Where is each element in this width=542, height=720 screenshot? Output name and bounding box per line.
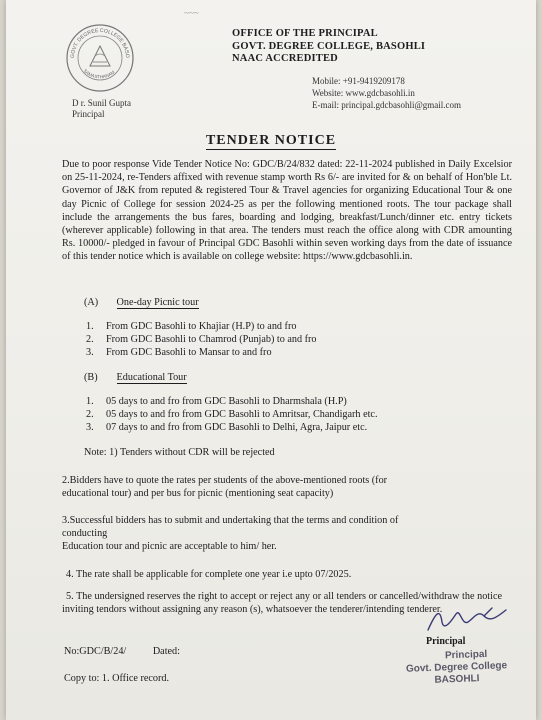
section-a-list	[86, 320, 536, 360]
point-4: 4. The rate shall be applicable for complete one year i.e upto 07/2025.	[66, 569, 352, 580]
reference-line	[64, 645, 514, 658]
accreditation: NAAC ACCREDITED	[232, 53, 338, 64]
seal-ring-text: GOVT. DEGREE COLLEGE BASO	[69, 27, 131, 59]
section-b-heading	[84, 371, 534, 384]
point-2: 2.Bidders have to quote the rates per students of the above-mentioned roots (for educational tour) and per bus for picnic (mentioning seat capacity)	[62, 475, 388, 500]
contact-mobile: Mobile: +91-9419209178	[312, 76, 405, 86]
section-a-heading	[84, 296, 534, 309]
principal-block	[72, 98, 131, 120]
reference-number: No:GDC/B/24/	[64, 646, 127, 657]
contact-email: E-mail: principal.gdcbasohli@gmail.com	[312, 100, 462, 110]
letterhead	[232, 28, 425, 66]
list-item: 2. From GDC Basohli to Chamrod (Punjab) to and fro	[86, 334, 317, 346]
signature-label: Principal	[426, 636, 466, 647]
list-item: 2. 05 days to and fro from GDC Basohli to Amritsar, Chandigarh etc.	[86, 409, 378, 421]
point-3: 3.Successful bidders has to submit and undertaking that the terms and condition of conducting Education tour and picnic are acceptable to him/ her.	[62, 515, 399, 553]
note-line: Note: 1) Tenders without CDR will be rejected	[84, 447, 275, 458]
intro-paragraph: Due to poor response Vide Tender Notice No: GDC/B/24/832 dated: 22-11-2024 published in Daily Excelsior on 25-11-2024, re-Tenders affixed with revenue stamp worth Rs 6/- are invited for & on behalf of Hon'ble Lt. Governor of J&K from reputed & registered Tour & Travel agencies for organizing Educational Tour & one day Picnic of College for session 2024-25 as per the following mentioned roots. The tour package shall include the arrangements the bus fares, boarding and lodging, breakfast/Lunch/dinner etc. entry tickets (wherever applicable) following in that area. The tenders must reach the office along with CDR amounting Rs. 10000/- pledged in favour of Principal GDC Basohli within seven working days from the date of issuance of this tender notice which is available on college website: https://www.gdcbasohli.in.	[62, 159, 512, 263]
section-b-label: (B)	[84, 372, 98, 383]
office-title: OFFICE OF THE PRINCIPAL	[232, 28, 378, 39]
seal-bottom-text: SAMASTHANAM	[82, 68, 116, 80]
section-a-label: (A)	[84, 297, 99, 308]
section-a-title: One-day Picnic tour	[116, 297, 199, 308]
pencil-scribble: ~~~	[184, 8, 199, 18]
principal-designation: Principal	[72, 109, 105, 119]
college-name: GOVT. DEGREE COLLEGE, BASOHLI	[232, 40, 426, 52]
principal-signature	[422, 600, 518, 638]
principal-name: D r. Sunil Gupta	[72, 98, 132, 108]
copy-to-line: Copy to: 1. Office record.	[64, 673, 170, 684]
reference-date: Dated:	[152, 646, 180, 657]
document-page	[6, 0, 536, 720]
point-5: 5. The undersigned reserves the right to accept or reject any or all tenders or cancelled/withdraw the notice inviting tendors without assigning any reason (s), whatsoever the tenderer/intending tenderer.	[62, 591, 502, 616]
college-seal-logo	[64, 22, 136, 94]
list-item: 3. From GDC Basohli to Mansar to and fro	[86, 347, 272, 359]
notice-title: TENDER NOTICE	[205, 133, 337, 148]
list-item: 3. 07 days to and fro from GDC Basohli to Delhi, Agra, Jaipur etc.	[86, 422, 368, 434]
contact-block	[312, 75, 461, 111]
list-item: 1. 05 days to and fro from GDC Basohli to Dharmshala (H.P)	[86, 396, 347, 407]
section-b-title: Educational Tour	[116, 372, 187, 383]
office-stamp: Principal Govt. Degree College BASOHLI	[405, 648, 508, 686]
svg-text:SAMASTHANAM	[83, 68, 116, 79]
section-b-list	[86, 395, 536, 435]
list-item: 1. From GDC Basohli to Khajiar (H.P) to and fro	[86, 321, 297, 332]
contact-website: Website: www.gdcbasohli.in	[312, 88, 415, 98]
